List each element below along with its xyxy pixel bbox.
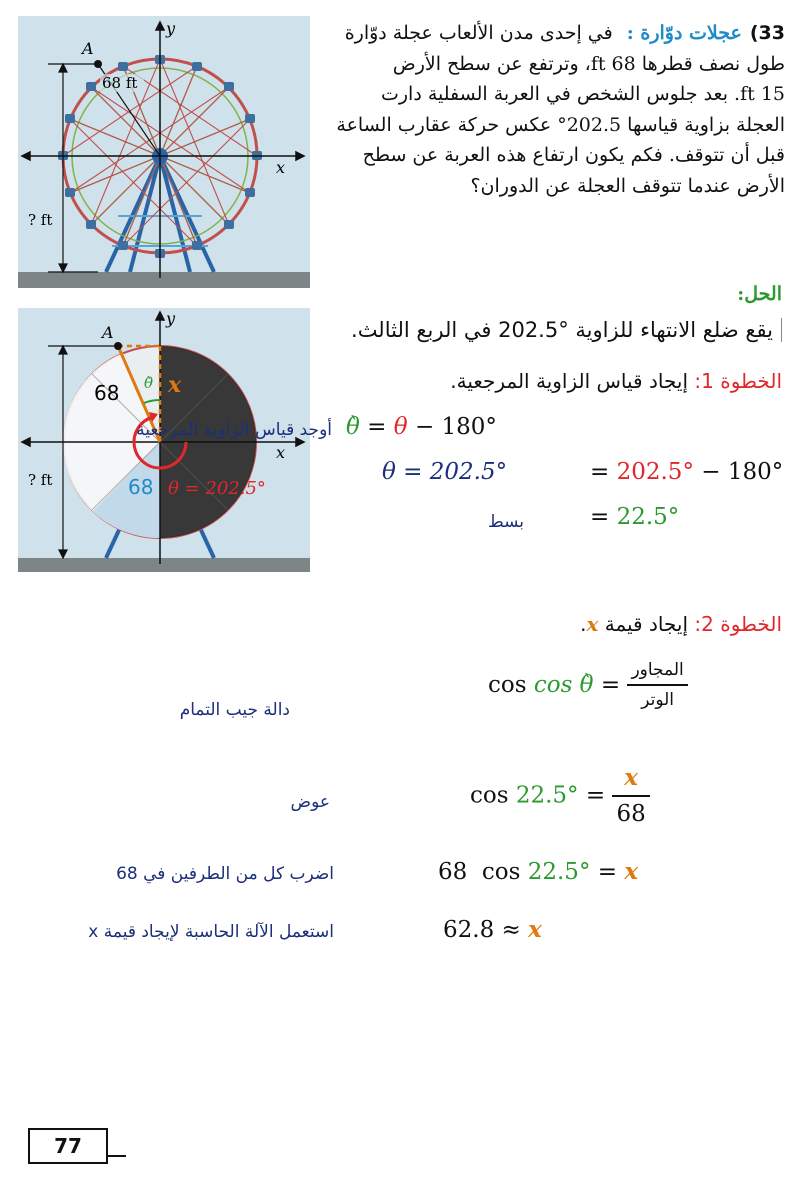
cosine-definition: cos cos θ̀ = $\frac{\text{المجاور}}{\text{الوتر}}$	[488, 660, 688, 710]
ref-angle-formula: θ̀ = θ − 180°	[346, 414, 497, 440]
theta-value-label: θ = 202.5°	[382, 459, 508, 485]
answer-var: x	[528, 916, 542, 943]
answer-value: 62.8 ≈	[443, 917, 529, 943]
page-number: 77	[54, 1134, 82, 1158]
denominator-hypotenuse: الوتر	[641, 689, 674, 710]
reference-angle-figure	[18, 308, 310, 572]
multiplied-equation: 68 cos 22.5° = x	[438, 858, 639, 885]
point-a-label: A	[82, 39, 94, 58]
ref-angle-symbol: θ̀	[346, 414, 360, 440]
step1-heading	[450, 369, 782, 393]
height-label: ? ft	[28, 211, 53, 229]
step1-text: إيجاد قياس الزاوية المرجعية.	[450, 369, 689, 393]
substituted-equation: cos 22.5° = $\frac{x}{68}$	[470, 764, 650, 827]
y-axis-label-2: y	[166, 309, 176, 328]
x-axis-label: x	[276, 158, 286, 177]
problem-line-5: قبل أن تتوقف. فكم يكون ارتفاع هذه العربة عن سطح	[362, 144, 785, 166]
x-segment-label: x	[168, 372, 182, 398]
note-reference-angle: أوجد قياس الزاوية المرجعية	[136, 420, 332, 440]
ferris-wheel-figure	[18, 16, 310, 288]
fraction-adjacent-hypotenuse	[627, 660, 687, 710]
ref-angle-result: = 22.5°	[590, 504, 680, 530]
radius-label-top: 68	[94, 381, 120, 405]
step1-prefix: الخطوة 1:	[694, 369, 782, 393]
problem-line-4: العجلة بزاوية قياسها 202.5° عكس حركة عقارب الساعة	[336, 113, 785, 136]
page-number-box	[28, 1128, 108, 1164]
quadrant-statement: يقع ضلع الانتهاء للزاوية °202.5 في الربع الثالث.	[351, 318, 782, 342]
final-answer	[443, 916, 542, 943]
x-axis-label-2: x	[276, 443, 286, 462]
minus-180: − 180°	[414, 414, 497, 440]
step2-prefix: الخطوة 2:	[694, 612, 782, 636]
step2-heading: الخطوة 2: إيجاد قيمة x.	[580, 612, 782, 636]
problem-line-3: 15 ft. بعد جلوس الشخص في العربة السفلية دارت	[380, 83, 785, 105]
radius-label-bottom: 68	[128, 475, 154, 499]
point-a-label-2: A	[102, 323, 114, 342]
note-multiply: اضرب كل من الطرفين في 68	[116, 864, 334, 884]
denominator-68: 68	[616, 800, 646, 827]
step2-var: x	[586, 612, 599, 636]
substitution-line: = 202.5° − 180°	[590, 459, 784, 485]
numerator-x: x	[624, 764, 638, 791]
mult-angle: 22.5°	[527, 859, 591, 885]
solution-label: الحل:	[737, 283, 782, 305]
fraction-x-68	[612, 764, 649, 827]
problem-line-1: في إحدى مدن الألعاب عجلة دوّارة	[344, 22, 613, 44]
mult-prefix: 68 cos	[438, 859, 528, 885]
cos-word: cos	[470, 782, 516, 809]
theta-symbol: θ	[393, 414, 408, 440]
note-substitute: عوض	[290, 792, 330, 812]
sub-minus-180: − 180°	[693, 459, 784, 485]
step2-text: إيجاد قيمة	[604, 612, 689, 636]
theta-equation-label: θ = 202.5°	[168, 478, 266, 499]
note-calculator: استعمل الآلة الحاسبة لإيجاد قيمة x	[88, 922, 334, 942]
height-label-2: ? ft	[28, 471, 53, 489]
problem-number: 33)	[749, 22, 785, 44]
problem-text	[315, 18, 785, 201]
note-simplify: بسط	[487, 512, 524, 532]
cos-angle-value: 22.5°	[515, 782, 579, 809]
problem-line-6: الأرض عندما تتوقف العجلة عن الدوران؟	[470, 174, 785, 197]
numerator-adjacent: المجاور	[631, 660, 684, 680]
problem-line-2: طول نصف قطرها 68 ft، وترتفع عن سطح الأرض	[392, 52, 785, 75]
radius-label: 68 ft	[102, 74, 138, 92]
problem-title: عجلات دوّارة :	[626, 22, 742, 44]
y-axis-label: y	[166, 19, 176, 38]
theta-prime-label: θ̀	[144, 374, 154, 392]
mult-var: x	[624, 858, 639, 885]
sub-angle: 202.5°	[616, 459, 694, 485]
cos-angle: cos θ̀	[533, 671, 594, 698]
note-cosine: دالة جيب التمام	[179, 700, 290, 720]
result-angle: 22.5°	[616, 504, 680, 530]
